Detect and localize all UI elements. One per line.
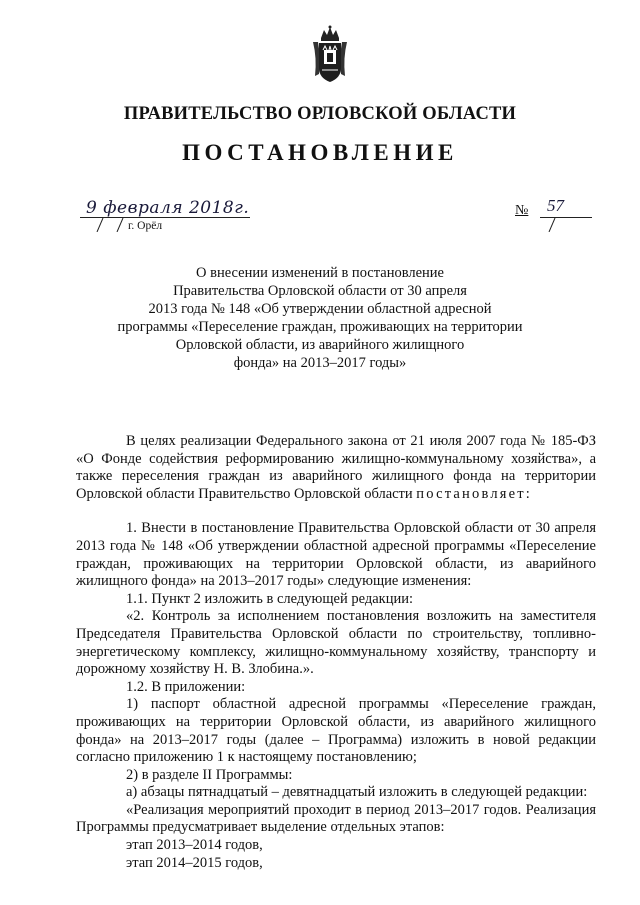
title-line: Правительства Орловской области от 30 апреля [173, 283, 467, 299]
handwritten-date: 9 февраля 2018г. [86, 198, 250, 218]
date-slash-mark [116, 218, 124, 232]
city-label: г. Орёл [128, 220, 163, 232]
item-paragraph: 1.2. В приложении: [126, 678, 246, 695]
preamble-text: В целях реализации Федерального закона от 21 июля 2007 года № 185-ФЗ «О Фонде содействия реформированию жилищно-коммунальному хозяйства», а также переселения граждан из аварийного жилищного фонда на территории Орловской области Правительство Орловской области [76, 433, 596, 502]
item-paragraph: а) абзацы пятнадцатый – девятнадцатый изложить в следующей редакции: [126, 784, 588, 801]
preamble-paragraph [76, 433, 596, 503]
coat-of-arms-icon [309, 24, 351, 86]
decree-word: постановляет: [416, 485, 533, 502]
handwritten-number: 57 [547, 196, 564, 215]
number-label: № [515, 203, 529, 218]
item-paragraph: 2) в разделе II Программы: [126, 766, 293, 783]
item-paragraph: этап 2014–2015 годов, [126, 854, 263, 871]
title-line: программы «Переселение граждан, проживающих на территории [117, 319, 523, 335]
number-slash-mark [548, 218, 556, 232]
title-line: 2013 года № 148 «Об утверждении областной адресной [148, 301, 492, 317]
title-line: О внесении изменений в постановление [196, 265, 444, 281]
document-type: ПОСТАНОВЛЕНИЕ [182, 140, 458, 165]
title-line: фонда» на 2013–2017 годы» [233, 355, 407, 371]
item-paragraph: 1.1. Пункт 2 изложить в следующей редакции: [126, 590, 414, 607]
document-title [0, 264, 640, 372]
item-paragraph: 1) паспорт областной адресной программы «Переселение граждан, проживающих на территории Орловской области, из аварийного жилищного фонда» на 2013–2017 годы (далее – Программа) изложить в новой редакции согласно приложению 1 к настоящему постановлению; [76, 696, 596, 766]
item-paragraph: «Реализация мероприятий проходит в период 2013–2017 годов. Реализация Программы предусматривает выделение отдельных этапов: [76, 801, 596, 836]
item-paragraph: этап 2013–2014 годов, [126, 837, 263, 854]
organization-name: ПРАВИТЕЛЬСТВО ОРЛОВСКОЙ ОБЛАСТИ [123, 104, 517, 124]
date-slash-mark [96, 218, 104, 232]
item-paragraph: «2. Контроль за исполнением постановления возложить на заместителя Председателя Правительства Орловской области по строительству, топливно-энергетическому комплексу, жилищно-коммунальному хозяйству, транспорту и дорожному хозяйству Н. В. Злобина.». [76, 608, 596, 678]
date-underline [80, 217, 250, 218]
title-line: Орловской области, из аварийного жилищного [175, 337, 465, 353]
item-paragraph: 1. Внести в постановление Правительства Орловской области от 30 апреля 2013 года № 148 «Об утверждении областной адресной программы «Переселение граждан, проживающих на территории Орловской области, из аварийного жилищного фонда» на 2013–2017 годы» следующие изменения: [76, 520, 596, 590]
document-body [76, 433, 596, 872]
